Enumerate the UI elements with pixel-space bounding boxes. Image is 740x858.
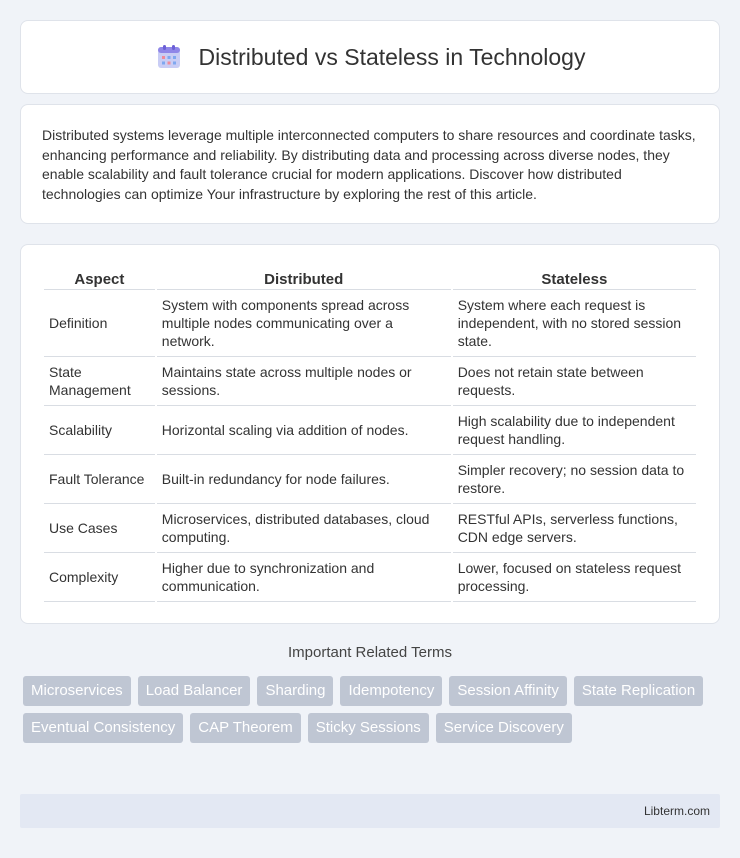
- tag-session-affinity[interactable]: Session Affinity: [449, 676, 566, 706]
- cell-stateless: Lower, focused on stateless request processing.: [453, 553, 696, 602]
- cell-distributed: Built-in redundancy for node failures.: [157, 455, 451, 504]
- intro-paragraph: Distributed systems leverage multiple interconnected computers to share resources and coordinate tasks, enhancing performance and reliability. By distributing data and processing across diverse nodes, they enable scalability and fault tolerance crucial for modern applications. Discover how distributed technologies can optimize Your infrastructure by exploring the rest of this article.: [42, 127, 696, 202]
- header-stateless: Stateless: [453, 265, 696, 290]
- cell-aspect: Use Cases: [44, 504, 155, 553]
- related-terms-tags: [23, 676, 723, 743]
- tag-cap-theorem[interactable]: CAP Theorem: [190, 713, 301, 743]
- tag-eventual-consistency[interactable]: Eventual Consistency: [23, 713, 183, 743]
- footer: [20, 794, 720, 828]
- title-wrap: [155, 43, 586, 71]
- cell-distributed: Microservices, distributed databases, cloud computing.: [157, 504, 451, 553]
- table-row: [44, 357, 696, 406]
- table-row: [44, 406, 696, 455]
- footer-brand-link[interactable]: Libterm.com: [643, 804, 710, 818]
- page-title: Distributed vs Stateless in Technology: [198, 43, 586, 70]
- cell-stateless: Simpler recovery; no session data to restore.: [453, 455, 696, 504]
- cell-aspect: State Management: [44, 357, 155, 406]
- tag-idempotency[interactable]: Idempotency: [340, 676, 442, 706]
- cell-distributed: Horizontal scaling via addition of nodes.: [157, 406, 451, 455]
- comparison-table: [42, 265, 698, 602]
- header-aspect: Aspect: [44, 265, 155, 290]
- cell-aspect: Fault Tolerance: [44, 455, 155, 504]
- cell-distributed: Maintains state across multiple nodes or sessions.: [157, 357, 451, 406]
- cell-distributed: System with components spread across multiple nodes communicating over a network.: [157, 290, 451, 357]
- cell-stateless: High scalability due to independent request handling.: [453, 406, 696, 455]
- cell-stateless: System where each request is independent, with no stored session state.: [453, 290, 696, 357]
- cell-aspect: Complexity: [44, 553, 155, 602]
- table-row: [44, 504, 696, 553]
- table-row: [44, 553, 696, 602]
- cell-aspect: Definition: [44, 290, 155, 357]
- tag-sticky-sessions[interactable]: Sticky Sessions: [308, 713, 429, 743]
- cell-aspect: Scalability: [44, 406, 155, 455]
- header-distributed: Distributed: [157, 265, 451, 290]
- table-row: [44, 455, 696, 504]
- related-terms-title: Important Related Terms: [288, 644, 452, 661]
- intro-card: [20, 104, 720, 224]
- tag-load-balancer[interactable]: Load Balancer: [138, 676, 251, 706]
- cell-stateless: RESTful APIs, serverless functions, CDN edge servers.: [453, 504, 696, 553]
- table-header-row: [44, 265, 696, 290]
- cell-stateless: Does not retain state between requests.: [453, 357, 696, 406]
- cell-distributed: Higher due to synchronization and communication.: [157, 553, 451, 602]
- comparison-table-card: [20, 244, 720, 624]
- header-card: [20, 20, 720, 94]
- table-row: [44, 290, 696, 357]
- tag-microservices[interactable]: Microservices: [23, 676, 131, 706]
- calendar-app-icon: [155, 43, 183, 71]
- tag-service-discovery[interactable]: Service Discovery: [436, 713, 572, 743]
- tag-state-replication[interactable]: State Replication: [574, 676, 703, 706]
- tag-sharding[interactable]: Sharding: [257, 676, 333, 706]
